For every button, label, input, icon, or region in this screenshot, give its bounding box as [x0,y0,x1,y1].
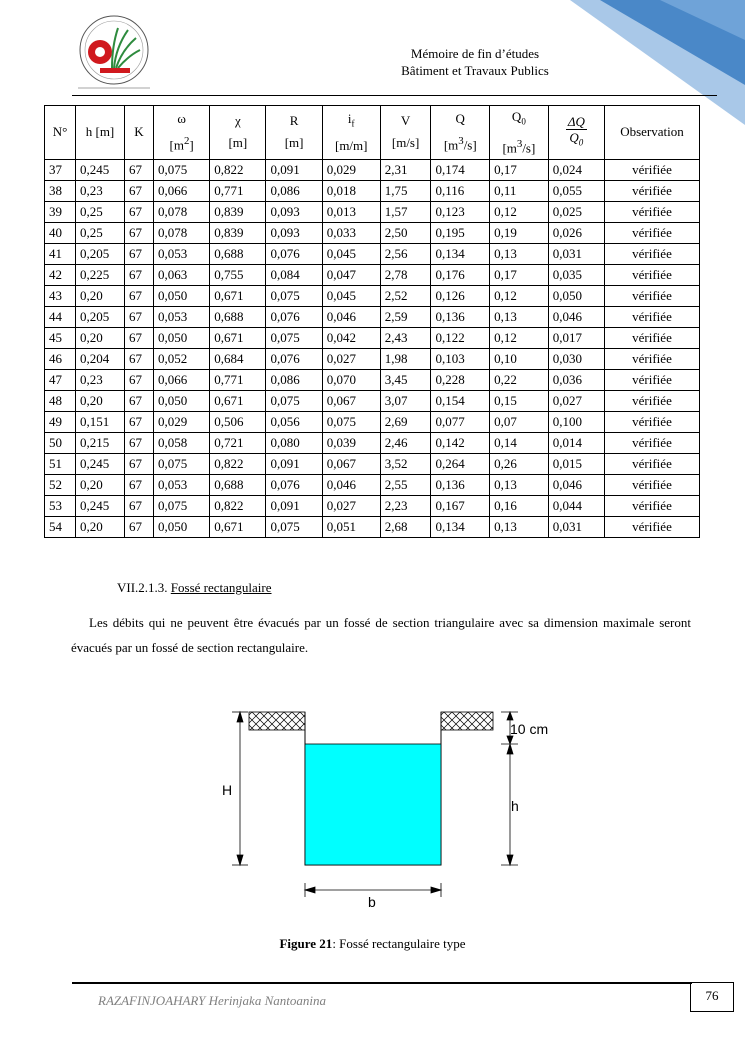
table-cell: 1,75 [380,180,431,201]
table-cell: 0,25 [76,222,125,243]
table-cell: 67 [125,348,154,369]
table-cell: 40 [45,222,76,243]
col-chi: χ [m] [210,106,266,160]
table-cell: 0,26 [490,453,549,474]
table-cell: 67 [125,474,154,495]
table-cell: 0,075 [154,453,210,474]
table-cell: 0,154 [431,390,490,411]
col-observation: Observation [605,106,700,160]
table-cell: 0,19 [490,222,549,243]
table-cell: 0,205 [76,306,125,327]
table-cell: 0,017 [548,327,604,348]
table-cell: 0,20 [76,474,125,495]
table-cell: 3,52 [380,453,431,474]
table-cell: 0,671 [210,390,266,411]
table-cell: 67 [125,390,154,411]
table-cell: 0,684 [210,348,266,369]
figure-caption-text: : Fossé rectangulaire type [332,936,466,951]
table-cell: 2,68 [380,516,431,537]
table-cell: 67 [125,222,154,243]
col-q: Q $[m^3/s]$ [431,106,490,160]
table-cell: 67 [125,159,154,180]
table-row [45,348,700,369]
table-cell: 67 [125,432,154,453]
table-cell: 51 [45,453,76,474]
table-cell: 0,013 [322,201,380,222]
table-cell: 0,029 [154,411,210,432]
table-cell: 2,43 [380,327,431,348]
table-cell: 52 [45,474,76,495]
table-row [45,432,700,453]
table-cell: 2,78 [380,264,431,285]
table-cell: 0,136 [431,474,490,495]
table-cell: 0,027 [322,495,380,516]
table-row [45,516,700,537]
table-cell: 0,053 [154,243,210,264]
table-cell: 41 [45,243,76,264]
table-cell: 0,052 [154,348,210,369]
observation-cell: vérifiée [605,180,700,201]
table-cell: 0,12 [490,327,549,348]
table-cell: 0,20 [76,285,125,306]
table-cell: 0,822 [210,495,266,516]
table-cell: 0,122 [431,327,490,348]
section-heading [117,580,272,596]
table-cell: 0,075 [154,159,210,180]
table-row [45,495,700,516]
label-freeboard: 10 cm [510,721,549,737]
table-cell: 0,22 [490,369,549,390]
ground-left [249,712,305,730]
observation-cell: vérifiée [605,306,700,327]
table-cell: 0,030 [548,348,604,369]
table-cell: 0,093 [266,201,322,222]
table-cell: 0,046 [322,474,380,495]
col-n: N° [45,106,76,160]
table-cell: 0,086 [266,369,322,390]
table-cell: 0,12 [490,201,549,222]
table-cell: 0,12 [490,285,549,306]
table-cell: 0,839 [210,222,266,243]
section-title: Fossé rectangulaire [170,580,272,595]
table-cell: 0,042 [322,327,380,348]
table-cell: 67 [125,264,154,285]
table-cell: 0,07 [490,411,549,432]
table-cell: 0,077 [431,411,490,432]
table-cell: 0,036 [548,369,604,390]
table-cell: 0,17 [490,159,549,180]
table-cell: 0,123 [431,201,490,222]
table-cell: 0,027 [322,348,380,369]
table-cell: 37 [45,159,76,180]
table-cell: 2,52 [380,285,431,306]
table-cell: 67 [125,516,154,537]
table-cell: 0,13 [490,243,549,264]
label-b: b [368,894,376,910]
table-cell: 0,10 [490,348,549,369]
table-cell: 0,142 [431,432,490,453]
table-cell: 3,45 [380,369,431,390]
section-number: VII.2.1.3. [117,580,168,595]
table-cell: 0,23 [76,369,125,390]
table-cell: 42 [45,264,76,285]
table-cell: 0,066 [154,369,210,390]
table-cell: 45 [45,327,76,348]
table-cell: 1,57 [380,201,431,222]
table-cell: 0,25 [76,201,125,222]
observation-cell: vérifiée [605,243,700,264]
col-omega: ω $[m^2]$ [154,106,210,160]
table-row [45,264,700,285]
table-cell: 0,076 [266,306,322,327]
table-cell: 0,103 [431,348,490,369]
table-cell: 0,091 [266,453,322,474]
table-cell: 0,050 [154,390,210,411]
table-cell: 0,050 [154,516,210,537]
table-cell: 0,045 [322,243,380,264]
table-cell: 38 [45,180,76,201]
table-cell: 67 [125,453,154,474]
table-cell: 0,080 [266,432,322,453]
ditch-diagram [200,700,580,920]
table-cell: 2,50 [380,222,431,243]
table-cell: 67 [125,180,154,201]
table-cell: 0,174 [431,159,490,180]
table-cell: 49 [45,411,76,432]
page-number: 76 [690,982,734,1012]
table-cell: 47 [45,369,76,390]
table-cell: 0,051 [322,516,380,537]
observation-cell: vérifiée [605,348,700,369]
table-cell: 2,59 [380,306,431,327]
observation-cell: vérifiée [605,369,700,390]
table-cell: 0,134 [431,243,490,264]
table-row [45,201,700,222]
table-cell: 0,688 [210,306,266,327]
table-cell: 50 [45,432,76,453]
figure-caption-label: Figure 21 [279,936,333,951]
footer-rule [72,982,692,984]
table-cell: 0,17 [490,264,549,285]
table-cell: 0,228 [431,369,490,390]
table-row [45,285,700,306]
table-cell: 0,039 [322,432,380,453]
table-row [45,159,700,180]
table-cell: 67 [125,369,154,390]
table-cell: 0,215 [76,432,125,453]
table-cell: 0,084 [266,264,322,285]
table-cell: 0,100 [548,411,604,432]
table-cell: 0,671 [210,516,266,537]
table-cell: 0,688 [210,243,266,264]
table-cell: 0,026 [548,222,604,243]
table-cell: 0,671 [210,327,266,348]
observation-cell: vérifiée [605,222,700,243]
table-cell: 0,134 [431,516,490,537]
table-cell: 0,771 [210,369,266,390]
table-cell: 0,20 [76,516,125,537]
table-cell: 53 [45,495,76,516]
table-cell: 0,035 [548,264,604,285]
table-cell: 0,025 [548,201,604,222]
table-cell: 0,044 [548,495,604,516]
col-h: h [m] [76,106,125,160]
table-cell: 67 [125,411,154,432]
table-cell: 0,16 [490,495,549,516]
table-cell: 0,20 [76,390,125,411]
table-cell: 0,078 [154,201,210,222]
table-cell: 0,063 [154,264,210,285]
table-cell: 0,11 [490,180,549,201]
table-cell: 44 [45,306,76,327]
col-dq-ratio: $\frac{\Delta Q}{Q_0}$ [548,106,604,160]
table-cell: 0,195 [431,222,490,243]
table-cell: 2,56 [380,243,431,264]
table-cell: 67 [125,285,154,306]
table-cell: 0,20 [76,327,125,348]
table-cell: 0,050 [154,327,210,348]
table-body [45,159,700,537]
footer-author: RAZAFINJOAHARY Herinjaka Nantoanina [98,993,326,1008]
observation-cell: vérifiée [605,201,700,222]
table-cell: 0,076 [266,243,322,264]
table-cell: 0,075 [266,390,322,411]
table-cell: 1,98 [380,348,431,369]
table-cell: 67 [125,243,154,264]
table-cell: 2,69 [380,411,431,432]
observation-cell: vérifiée [605,390,700,411]
table-cell: 0,058 [154,432,210,453]
table-cell: 0,245 [76,495,125,516]
table-row [45,411,700,432]
observation-cell: vérifiée [605,264,700,285]
table-cell: 0,029 [322,159,380,180]
table-cell: 0,23 [76,180,125,201]
table-cell: 0,671 [210,285,266,306]
table-cell: 0,050 [548,285,604,306]
observation-cell: vérifiée [605,159,700,180]
table-cell: 0,506 [210,411,266,432]
table-cell: 0,031 [548,516,604,537]
table-row [45,222,700,243]
table-cell: 0,027 [548,390,604,411]
table-cell: 0,066 [154,180,210,201]
table-cell: 0,13 [490,474,549,495]
table-cell: 3,07 [380,390,431,411]
table-cell: 0,167 [431,495,490,516]
table-cell: 0,067 [322,390,380,411]
observation-cell: vérifiée [605,411,700,432]
table-header-row [45,106,700,160]
table-cell: 0,176 [431,264,490,285]
table-cell: 0,046 [322,306,380,327]
observation-cell: vérifiée [605,327,700,348]
table-cell: 0,13 [490,516,549,537]
table-cell: 2,46 [380,432,431,453]
table-cell: 0,055 [548,180,604,201]
table-cell: 0,225 [76,264,125,285]
observation-cell: vérifiée [605,516,700,537]
header-line-1: Mémoire de fin d’études [410,46,540,61]
table-cell: 0,046 [548,306,604,327]
table-cell: 0,245 [76,453,125,474]
table-cell: 0,075 [266,327,322,348]
table-cell: 0,205 [76,243,125,264]
table-cell: 0,031 [548,243,604,264]
table-cell: 0,024 [548,159,604,180]
table-row [45,180,700,201]
table-cell: 0,075 [322,411,380,432]
table-cell: 46 [45,348,76,369]
table-cell: 0,086 [266,180,322,201]
label-h: h [511,798,519,814]
col-q0: $Q_0$ $[m^3/s]$ [490,106,549,160]
table-cell: 0,151 [76,411,125,432]
table-cell: 0,070 [322,369,380,390]
figure-caption [0,936,745,952]
table-cell: 0,245 [76,159,125,180]
table-cell: 0,033 [322,222,380,243]
dimension-H [232,712,248,865]
label-H: H [222,782,233,798]
col-k: K [125,106,154,160]
table-cell: 0,076 [266,348,322,369]
table-cell: 0,264 [431,453,490,474]
table-cell: 0,091 [266,159,322,180]
table-cell: 0,015 [548,453,604,474]
table-cell: 0,050 [154,285,210,306]
table-cell: 0,14 [490,432,549,453]
table-cell: 67 [125,495,154,516]
col-if: $i_f$ [m/m] [322,106,380,160]
table-cell: 0,056 [266,411,322,432]
observation-cell: vérifiée [605,453,700,474]
table-cell: 0,822 [210,453,266,474]
body-paragraph: Les débits qui ne peuvent être évacués par un fossé de section triangulaire avec sa dimension maximale seront évacués par un fossé de section rectangulaire. [71,615,691,655]
observation-cell: vérifiée [605,495,700,516]
school-logo [70,12,158,94]
water [305,744,441,865]
table-row [45,243,700,264]
table-row [45,306,700,327]
table-cell: 67 [125,201,154,222]
table-cell: 67 [125,306,154,327]
table-row [45,369,700,390]
table-cell: 0,046 [548,474,604,495]
table-cell: 0,204 [76,348,125,369]
table-cell: 0,116 [431,180,490,201]
ground-right [441,712,493,730]
table-row [45,327,700,348]
table-row [45,453,700,474]
table-cell: 2,55 [380,474,431,495]
table-row [45,390,700,411]
table-cell: 0,014 [548,432,604,453]
table-cell: 0,093 [266,222,322,243]
col-v: V [m/s] [380,106,431,160]
table-cell: 0,13 [490,306,549,327]
table-cell: 0,126 [431,285,490,306]
table-cell: 43 [45,285,76,306]
observation-cell: vérifiée [605,474,700,495]
table-cell: 0,822 [210,159,266,180]
table-cell: 0,755 [210,264,266,285]
table-cell: 0,053 [154,474,210,495]
table-cell: 0,076 [266,474,322,495]
table-cell: 0,047 [322,264,380,285]
table-cell: 39 [45,201,76,222]
table-cell: 0,688 [210,474,266,495]
observation-cell: vérifiée [605,432,700,453]
table-cell: 0,721 [210,432,266,453]
table-cell: 0,091 [266,495,322,516]
table-cell: 0,053 [154,306,210,327]
header-line-2: Bâtiment et Travaux Publics [401,63,549,78]
table-cell: 0,075 [154,495,210,516]
table-cell: 2,31 [380,159,431,180]
table-cell: 67 [125,327,154,348]
header-rule [72,95,717,96]
col-r: R [m] [266,106,322,160]
table-cell: 0,078 [154,222,210,243]
table-cell: 0,045 [322,285,380,306]
table-cell: 54 [45,516,76,537]
table-cell: 0,839 [210,201,266,222]
table-cell: 0,018 [322,180,380,201]
table-cell: 0,075 [266,516,322,537]
flow-table [44,105,700,538]
table-cell: 0,771 [210,180,266,201]
observation-cell: vérifiée [605,285,700,306]
table-row [45,474,700,495]
table-cell: 48 [45,390,76,411]
table-cell: 2,23 [380,495,431,516]
table-cell: 0,075 [266,285,322,306]
table-cell: 0,136 [431,306,490,327]
table-cell: 0,15 [490,390,549,411]
table-cell: 0,067 [322,453,380,474]
